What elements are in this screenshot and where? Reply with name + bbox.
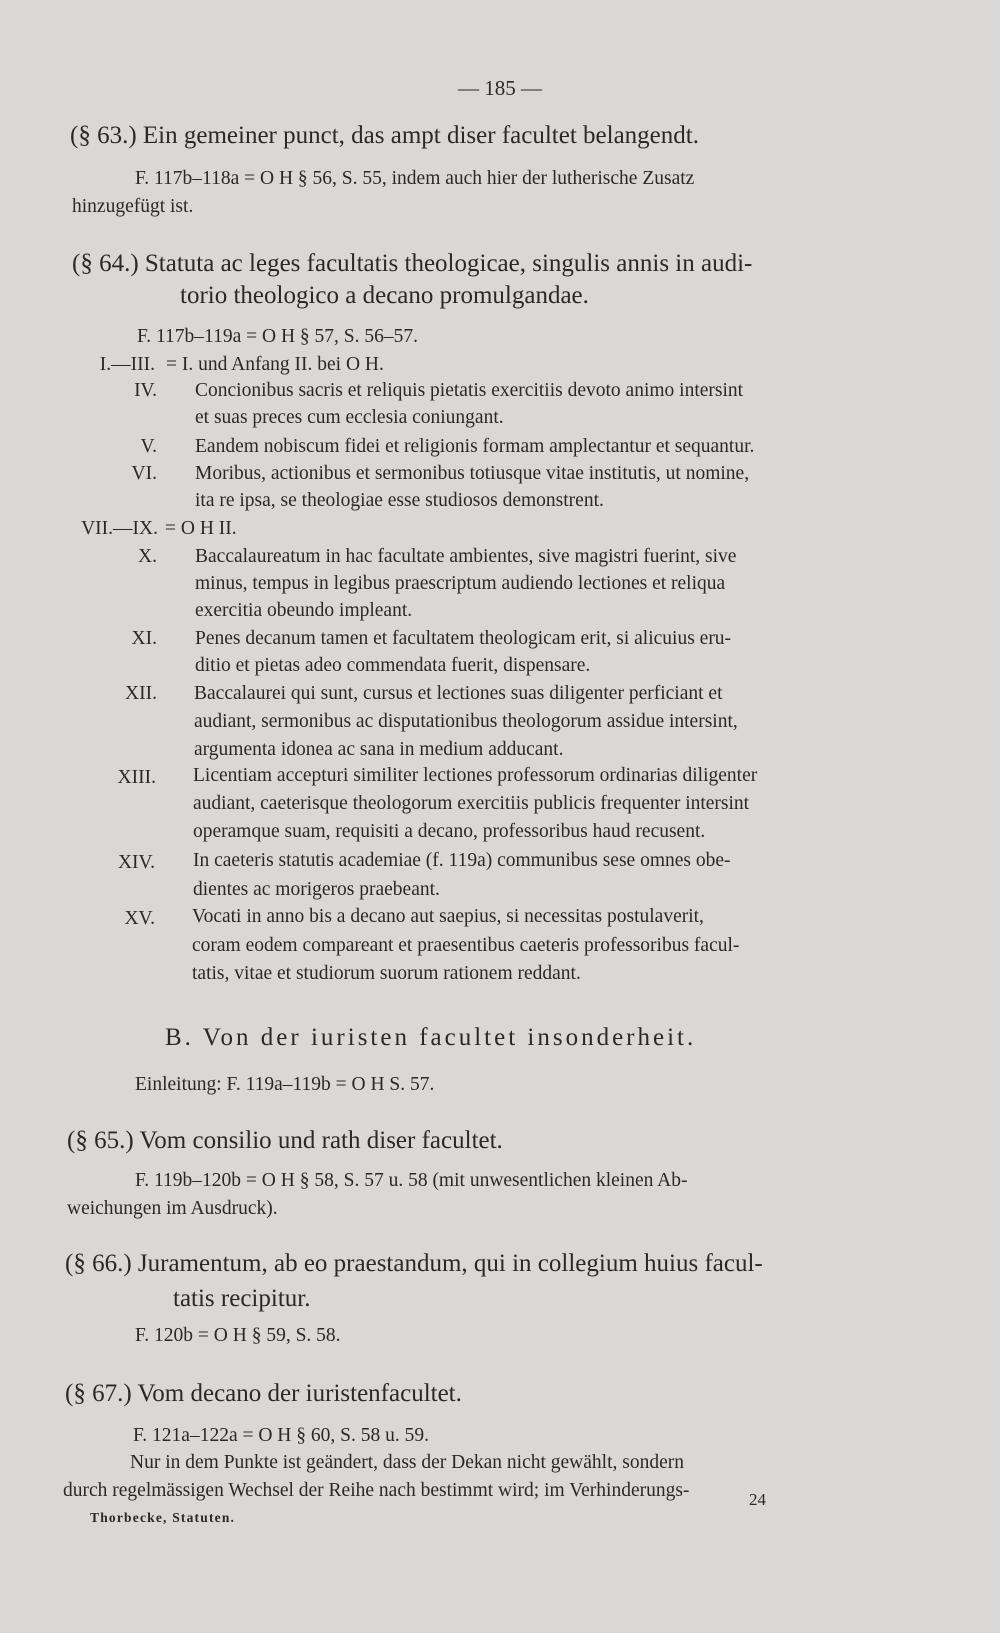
item-text: ita re ipsa, se theologiae esse studiosos demonstrent. <box>195 490 604 511</box>
item-text: Vocati in anno bis a decano aut saepius, si necessitas postulaverit, <box>192 906 704 927</box>
item-text: = O H II. <box>165 518 237 539</box>
section-66-reference: F. 120b = O H § 59, S. 58. <box>135 1325 341 1346</box>
item-text: argumenta idonea ac sana in medium adducant. <box>194 739 564 760</box>
section-67-line-2: durch regelmässigen Wechsel der Reihe nach bestimmt wird; im Verhinderungs- <box>63 1480 690 1501</box>
section-67-line-1: Nur in dem Punkte ist geändert, dass der Dekan nicht gewählt, sondern <box>130 1452 684 1473</box>
item-number: V. <box>140 436 157 457</box>
item-text: audiant, caeterisque theologorum exercitiis publicis frequenter intersint <box>193 793 750 814</box>
item-number: VI. <box>131 463 157 484</box>
section-64-heading-line-2: torio theologico a decano promulgandae. <box>180 282 589 309</box>
item-number: X. <box>138 546 157 567</box>
item-number: XIII. <box>117 767 156 788</box>
item-text: audiant, sermonibus ac disputationibus theologorum assidue intersint, <box>194 711 738 732</box>
item-text: coram eodem compareant et praesentibus caeteris professoribus facul- <box>192 935 740 956</box>
section-65-line-2: weichungen im Ausdruck). <box>67 1198 278 1219</box>
section-64-heading-line-1: (§ 64.) Statuta ac leges facultatis theologicae, singulis annis in audi- <box>72 250 753 277</box>
item-text: Penes decanum tamen et facultatem theologicam erit, si alicuius eru- <box>195 628 732 649</box>
section-63-heading: (§ 63.) Ein gemeiner punct, das ampt diser facultet belangendt. <box>70 122 699 149</box>
section-66-heading-line-1: (§ 66.) Juramentum, ab eo praestandum, qui in collegium huius facul- <box>65 1250 763 1277</box>
item-text: Concionibus sacris et reliquis pietatis exercitiis devoto animo intersint <box>195 380 744 401</box>
section-65-heading: (§ 65.) Vom consilio und rath diser facultet. <box>67 1127 503 1154</box>
item-text: Baccalaurei qui sunt, cursus et lectiones suas diligenter perficiant et <box>194 683 723 704</box>
section-66-heading-line-2: tatis recipitur. <box>173 1285 311 1312</box>
item-text: tatis, vitae et studiorum suorum rationem reddant. <box>192 963 581 984</box>
item-text: Licentiam accepturi similiter lectiones professorum ordinarias diligenter <box>193 765 758 786</box>
section-65-line-1: F. 119b–120b = O H § 58, S. 57 u. 58 (mit unwesentlichen kleinen Ab- <box>135 1170 688 1191</box>
item-text: dientes ac morigeros praebeant. <box>193 879 440 900</box>
item-number: I.—III. <box>99 354 155 375</box>
section-67-reference: F. 121a–122a = O H § 60, S. 58 u. 59. <box>133 1425 429 1446</box>
item-text: ditio et pietas adeo commendata fuerit, dispensare. <box>195 655 591 676</box>
item-text: et suas preces cum ecclesia coniungant. <box>195 407 504 428</box>
item-number: VII.—IX. <box>81 518 158 539</box>
item-text: = I. und Anfang II. bei O H. <box>166 354 384 375</box>
sheet-number: 24 <box>749 1490 766 1509</box>
item-number: XI. <box>131 628 157 649</box>
section-63-line-1: F. 117b–118a = O H § 56, S. 55, indem auch hier der lutherische Zusatz <box>135 168 695 189</box>
section-b-title: B. Von der iuristen facultet insonderheit. <box>165 1024 697 1051</box>
item-text: minus, tempus in legibus praescriptum audiendo lectiones et reliqua <box>195 573 726 594</box>
section-67-heading: (§ 67.) Vom decano der iuristenfacultet. <box>65 1380 462 1407</box>
item-text: In caeteris statutis academiae (f. 119a) communibus sese omnes obe- <box>193 850 731 871</box>
page-number: — 185 — <box>458 76 542 100</box>
item-number: XII. <box>125 683 157 704</box>
printer-signature: Thorbecke, Statuten. <box>90 1510 236 1525</box>
item-text: Eandem nobiscum fidei et religionis formam amplectantur et sequantur. <box>195 436 755 457</box>
section-63-line-2: hinzugefügt ist. <box>72 196 194 217</box>
item-number: XV. <box>124 908 155 929</box>
item-number: XIV. <box>117 852 155 873</box>
item-text: Moribus, actionibus et sermonibus totiusque vitae institutis, ut nomine, <box>195 463 750 484</box>
section-64-reference: F. 117b–119a = O H § 57, S. 56–57. <box>137 326 418 347</box>
item-text: exercitia obeundo impleant. <box>195 600 413 621</box>
section-b-intro: Einleitung: F. 119a–119b = O H S. 57. <box>135 1074 435 1095</box>
item-text: operamque suam, requisiti a decano, professoribus haud recusent. <box>193 821 706 842</box>
item-text: Baccalaureatum in hac facultate ambientes, sive magistri fuerint, sive <box>195 546 737 567</box>
item-number: IV. <box>134 380 157 401</box>
